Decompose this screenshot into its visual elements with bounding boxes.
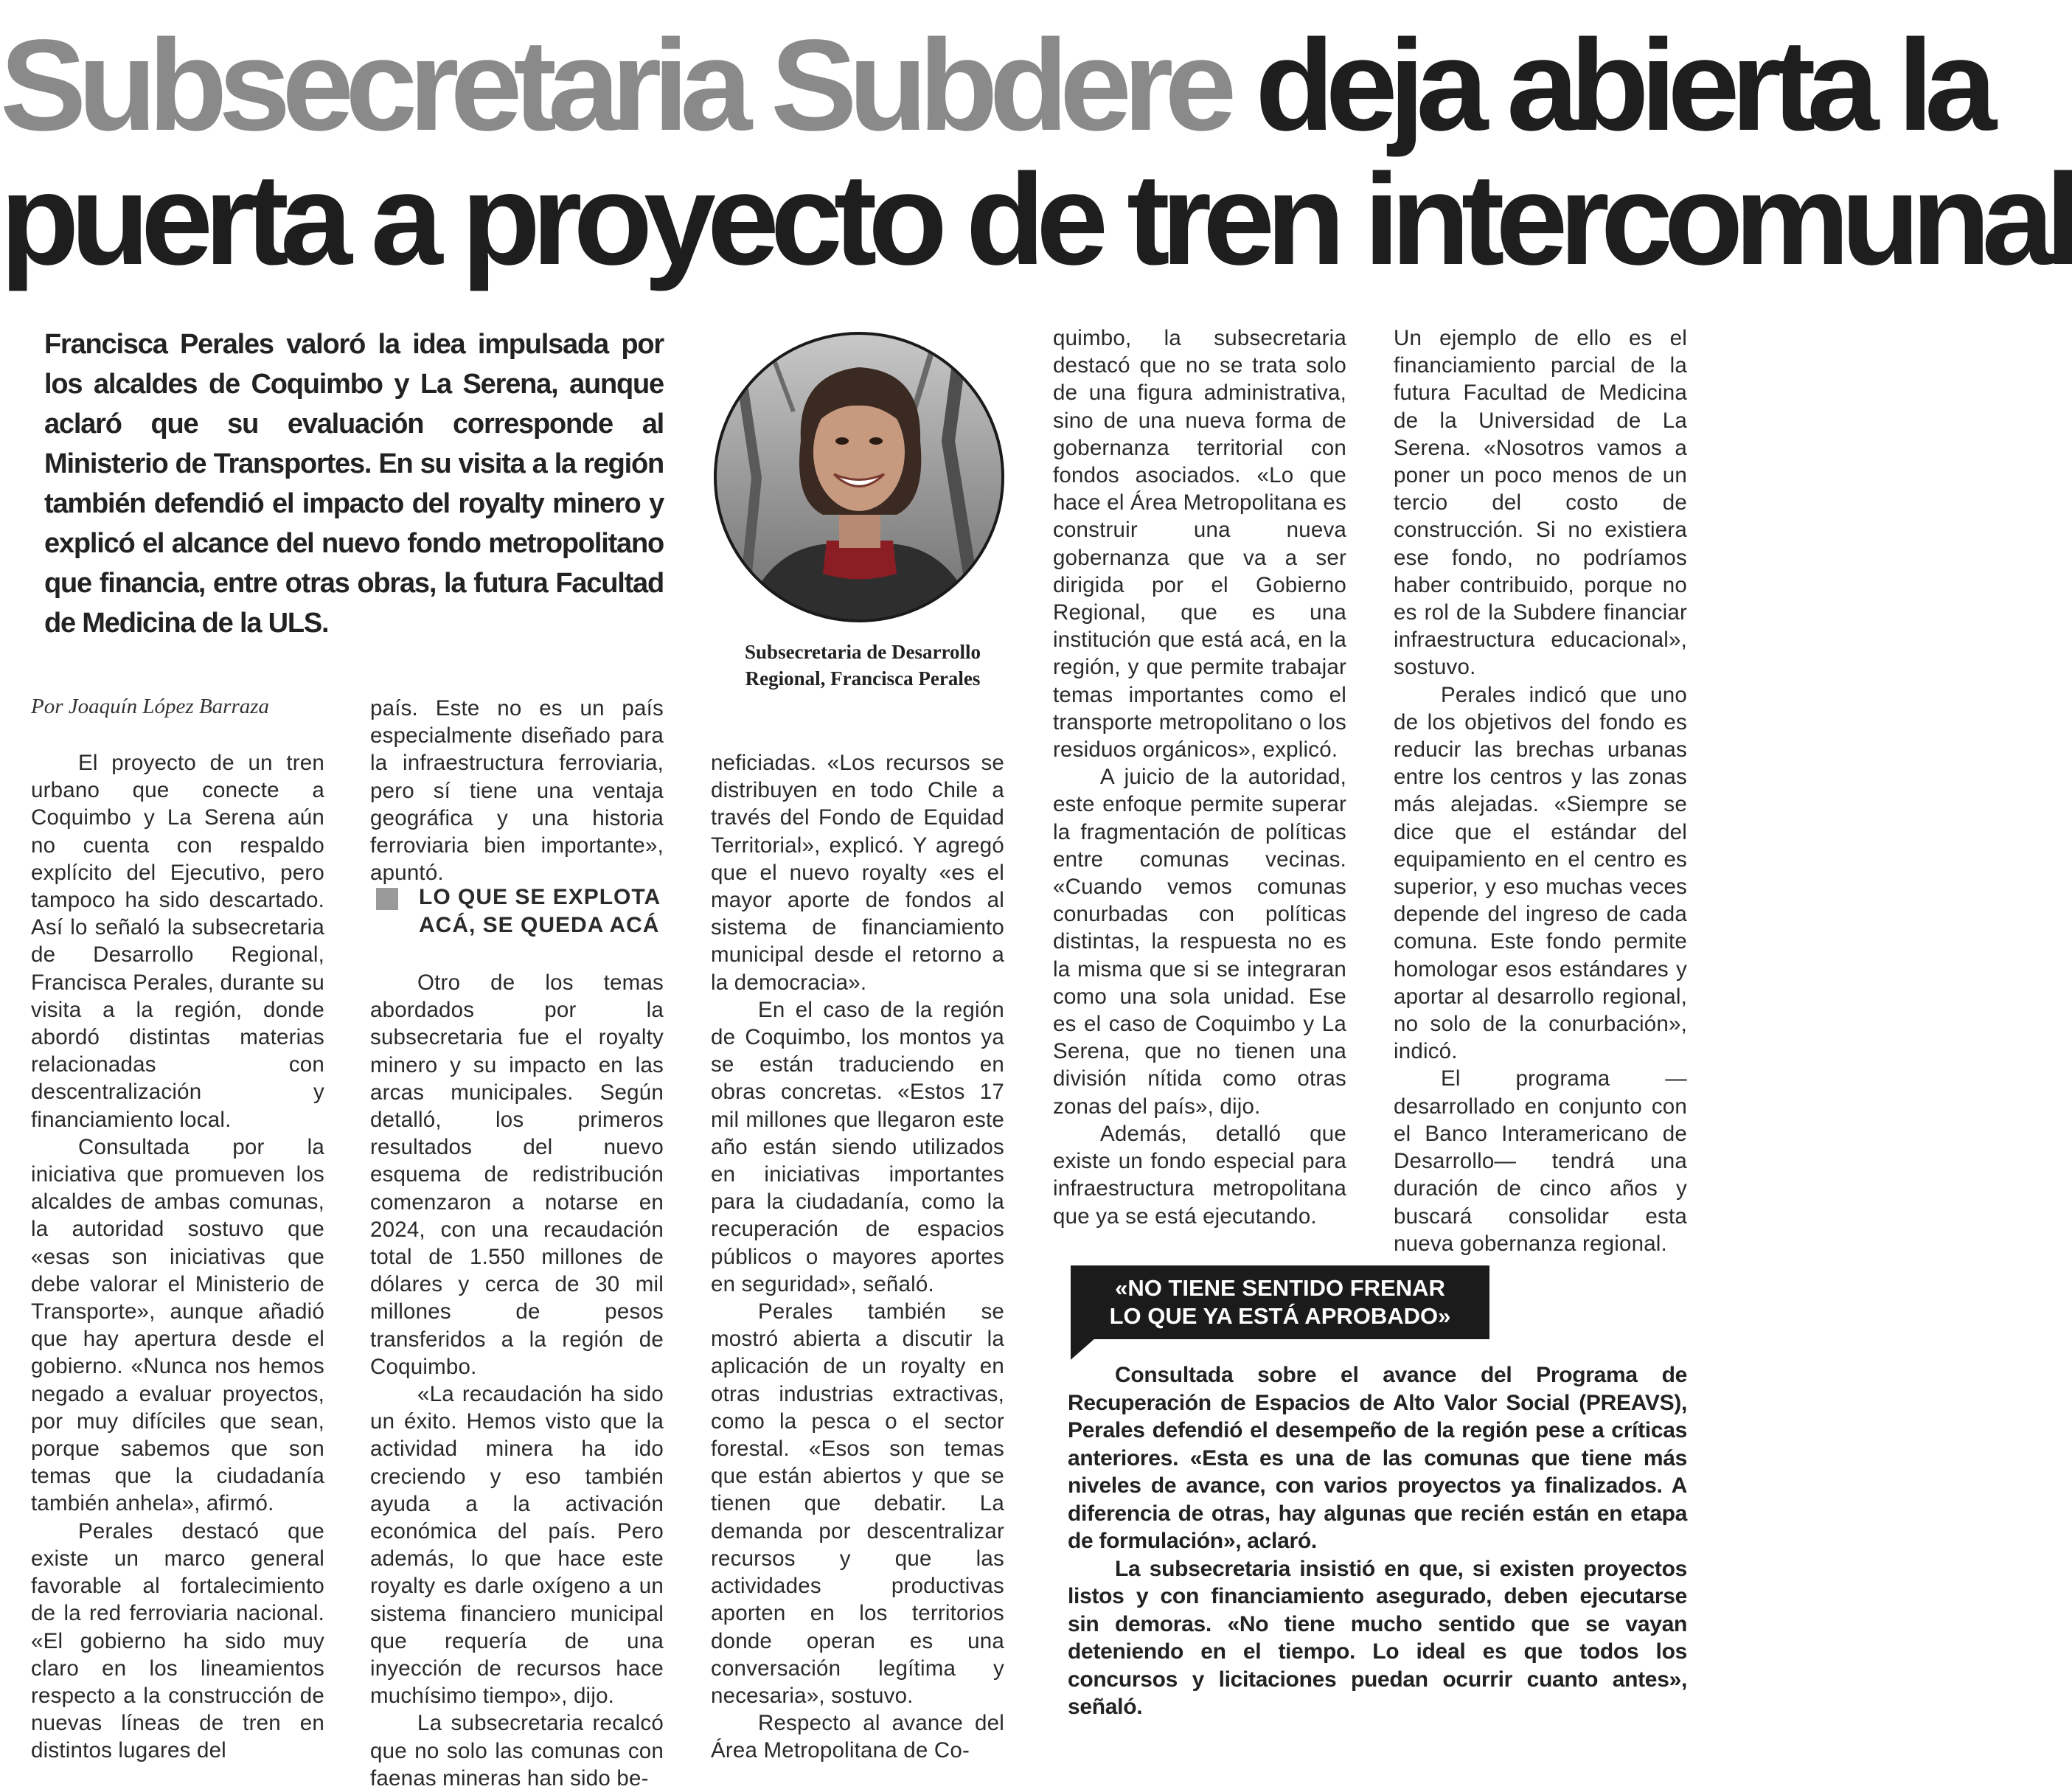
- paragraph-continuation: Un ejemplo de ello es el financiamiento parcial de la futura Facultad de Medicina de la Universidad de La Serena. «Nosotros vamos a poner un poco menos de un tercio del costo de construcción. Si no existiera ese fondo, no podríamos haber contribuido, porque no es rol de la Subdere financiar infraestructura educacional», sostuvo.: [1394, 326, 1687, 680]
- paragraph-continuation: quimbo, la subsecretaria destacó que no se trata solo de una figura administrativa, sino de una nueva forma de gobernanza territorial con fondos asociados. «Lo que hace el Área Metropolitana es construir una nueva gobernanza que va a ser dirigida por el Gobierno Regional, que es una institución que está acá, en la región, y que permite trabajar temas importantes como el transporte metropolitano o los residuos orgánicos», explicó.: [1053, 326, 1346, 763]
- paragraph: La subsecretaria recalcó que no solo las comunas con faenas mineras han sido be-: [370, 1711, 664, 1791]
- paragraph: Consultada por la iniciativa que promueven los alcaldes de ambas comunas, la autoridad sostuvo que «esas son iniciativas que debe valorar el Ministerio de Transporte», aunque añadió que hay apertura desde el gobierno. «Nunca nos hemos negado a evaluar proyectos, por muy difíciles que sean, porque sabemos que son temas que la ciudadanía también anhela», afirmó.: [31, 1134, 324, 1516]
- paragraph: En el caso de la región de Coquimbo, los montos ya se están traduciendo en obras concretas. «Estos 17 mil millones que llegaron este año están siendo utilizados en iniciativas importantes para la ciudadanía, como la recuperación de espacios públicos o mayores aportes en seguridad», señaló.: [711, 997, 1004, 1296]
- column-2-top: [370, 695, 664, 886]
- headline: [0, 0, 2072, 295]
- column-3: [711, 749, 1004, 1765]
- paragraph: La subsecretaria insistió en que, si existen proyectos listos y con financiamiento asegurado, deben ejecutarse sin demoras. «No tiene mucho sentido que se vayan deteniendo en el tiempo. Lo ideal es que todos los concursos y licitaciones puedan ocurrir cuanto antes», señaló.: [1068, 1556, 1687, 1719]
- paragraph: Respecto al avance del Área Metropolitana de Co-: [711, 1711, 1004, 1763]
- subhead-text: LO QUE SE EXPLOTA ACÁ, SE QUEDA ACÁ: [419, 885, 661, 937]
- paragraph: El proyecto de un tren urbano que conecte a Coquimbo y La Serena aún no cuenta con respaldo explícito del Ejecutivo, pero tampoco ha sido descartado. Así lo señaló la subsecretaria de Desarrollo Regional, Francisca Perales, durante su visita a la región, donde abordó distintas materias relacionadas con descentralización y financiamiento local.: [31, 751, 324, 1132]
- paragraph: Además, detalló que existe un fondo especial para infraestructura metropolitana que ya se está ejecutando.: [1053, 1121, 1346, 1229]
- portrait-photo: [712, 330, 1006, 624]
- portrait-illustration: [712, 330, 1006, 624]
- section-subhead: [376, 883, 671, 940]
- headline-line-1: [0, 13, 1989, 158]
- paragraph: Consultada sobre el avance del Programa de Recuperación de Espacios de Alto Valor Social (PREAVS), Perales defendió el desempeño de la región pese a críticas anteriores. «Esta es una de las comunas que tiene más niveles de avance, con varios proyectos ya finalizados. A diferencia de otras, hay algunas que recién están en etapa de formulación», aclaró.: [1068, 1363, 1687, 1553]
- column-5: [1394, 324, 1687, 1257]
- paragraph: A juicio de la autoridad, este enfoque permite superar la fragmentación de políticas entre comunas vecinas. «Cuando vemos comunas conurbadas con políticas distintas, la respuesta no es la misma que si se integraran como una sola unidad. Ese es el caso de Coquimbo y La Serena, que no tienen una división nítida como otras zonas del país», dijo.: [1053, 765, 1346, 1119]
- quote-box-tail: [1071, 1338, 1096, 1360]
- column-2: [370, 969, 664, 1792]
- paragraph: El programa —desarrollado en conjunto con el Banco Interamericano de Desarrollo— tendrá una duración de cinco años y buscará consolidar esta nueva gobernanza regional.: [1394, 1066, 1687, 1256]
- paragraph-continuation: neficiadas. «Los recursos se distribuyen en todo Chile a través del Fondo de Equidad Territorial», explicó. Y agregó que el nuevo royalty «es el mayor aporte de fondos al sistema de financiamiento municipal desde el retorno a la democracia».: [711, 751, 1004, 995]
- paragraph: «La recaudación ha sido un éxito. Hemos visto que la actividad minera ha ido creciendo y eso también ayuda a la activación económica del país. Pero además, lo que hace este royalty es darle oxígeno a un sistema financiero municipal que requería de una inyección de recursos hace muchísimo tiempo», dijo.: [370, 1382, 664, 1709]
- caption-line-2: Regional, Francisca Perales: [745, 667, 981, 690]
- quote-box-body: [1068, 1361, 1687, 1721]
- caption-line-1: Subsecretaria de Desarrollo: [745, 641, 981, 663]
- paragraph: Otro de los temas abordados por la subsecretaria fue el royalty minero y su impacto en las arcas municipales. Según detalló, los primeros resultados del nuevo esquema de redistribución comenzaron a notarse en 2024, con una recaudación total de 1.550 millones de dólares y cerca de 30 mil millones de pesos transferidos a la región de Coquimbo.: [370, 970, 664, 1379]
- paragraph: Perales destacó que existe un marco general favorable al fortalecimiento de la red ferroviaria nacional. «El gobierno ha sido muy claro en los lineamientos respecto a la construcción de nuevas líneas de tren en distintos lugares del: [31, 1518, 324, 1763]
- paragraph: Perales indicó que uno de los objetivos del fondo es reducir las brechas urbanas entre los centros y las zonas más alejadas. «Siempre se dice que el estándar del equipamiento en el centro es superior, y eso muchas veces depende del ingreso de cada comuna. Este fondo permite homologar esos estándares y aportar al desarrollo regional, no solo de la conurbación», indicó.: [1394, 682, 1687, 1064]
- paragraph: Perales también se mostró abierta a discutir la aplicación de un royalty en otras industrias extractivas, como la pesca o el sector forestal. «Esos son temas que están abiertos y que se tienen que debatir. La demanda por descentralizar recursos y que las actividades productivas aporten en los territorios donde operan es una conversación legítima y necesaria», sostuvo.: [711, 1299, 1004, 1708]
- subhead-square-icon: [376, 888, 398, 910]
- quote-box-title: [1071, 1265, 1489, 1339]
- byline: Por Joaquín López Barraza: [31, 695, 270, 718]
- quote-box-title-text: «NO TIENE SENTIDO FRENAR LO QUE YA ESTÁ APROBADO»: [1109, 1275, 1451, 1329]
- lead-paragraph: Francisca Perales valoró la idea impulsada por los alcaldes de Coquimbo y La Serena, aunque aclaró que su evaluación corresponde al Ministerio de Transportes. En su visita a la región también defendió el impacto del royalty minero y explicó el alcance del nuevo fondo metropolitano que financia, entre otras obras, la futura Facultad de Medicina de la ULS.: [44, 329, 664, 639]
- headline-gray-part: Subsecretaria Subdere: [0, 13, 1228, 158]
- column-4: [1053, 324, 1346, 1230]
- paragraph-continuation: país. Este no es un país especialmente diseñado para la infraestructura ferroviaria, pero sí tiene una ventaja geográfica y una historia ferroviaria bien importante», apuntó.: [370, 696, 664, 886]
- column-1: [31, 749, 324, 1765]
- headline-dark-part: deja abierta la: [1228, 13, 1989, 158]
- photo-caption: [708, 639, 1018, 692]
- headline-line-2: puerta a proyecto de tren intercomunal: [0, 147, 2072, 292]
